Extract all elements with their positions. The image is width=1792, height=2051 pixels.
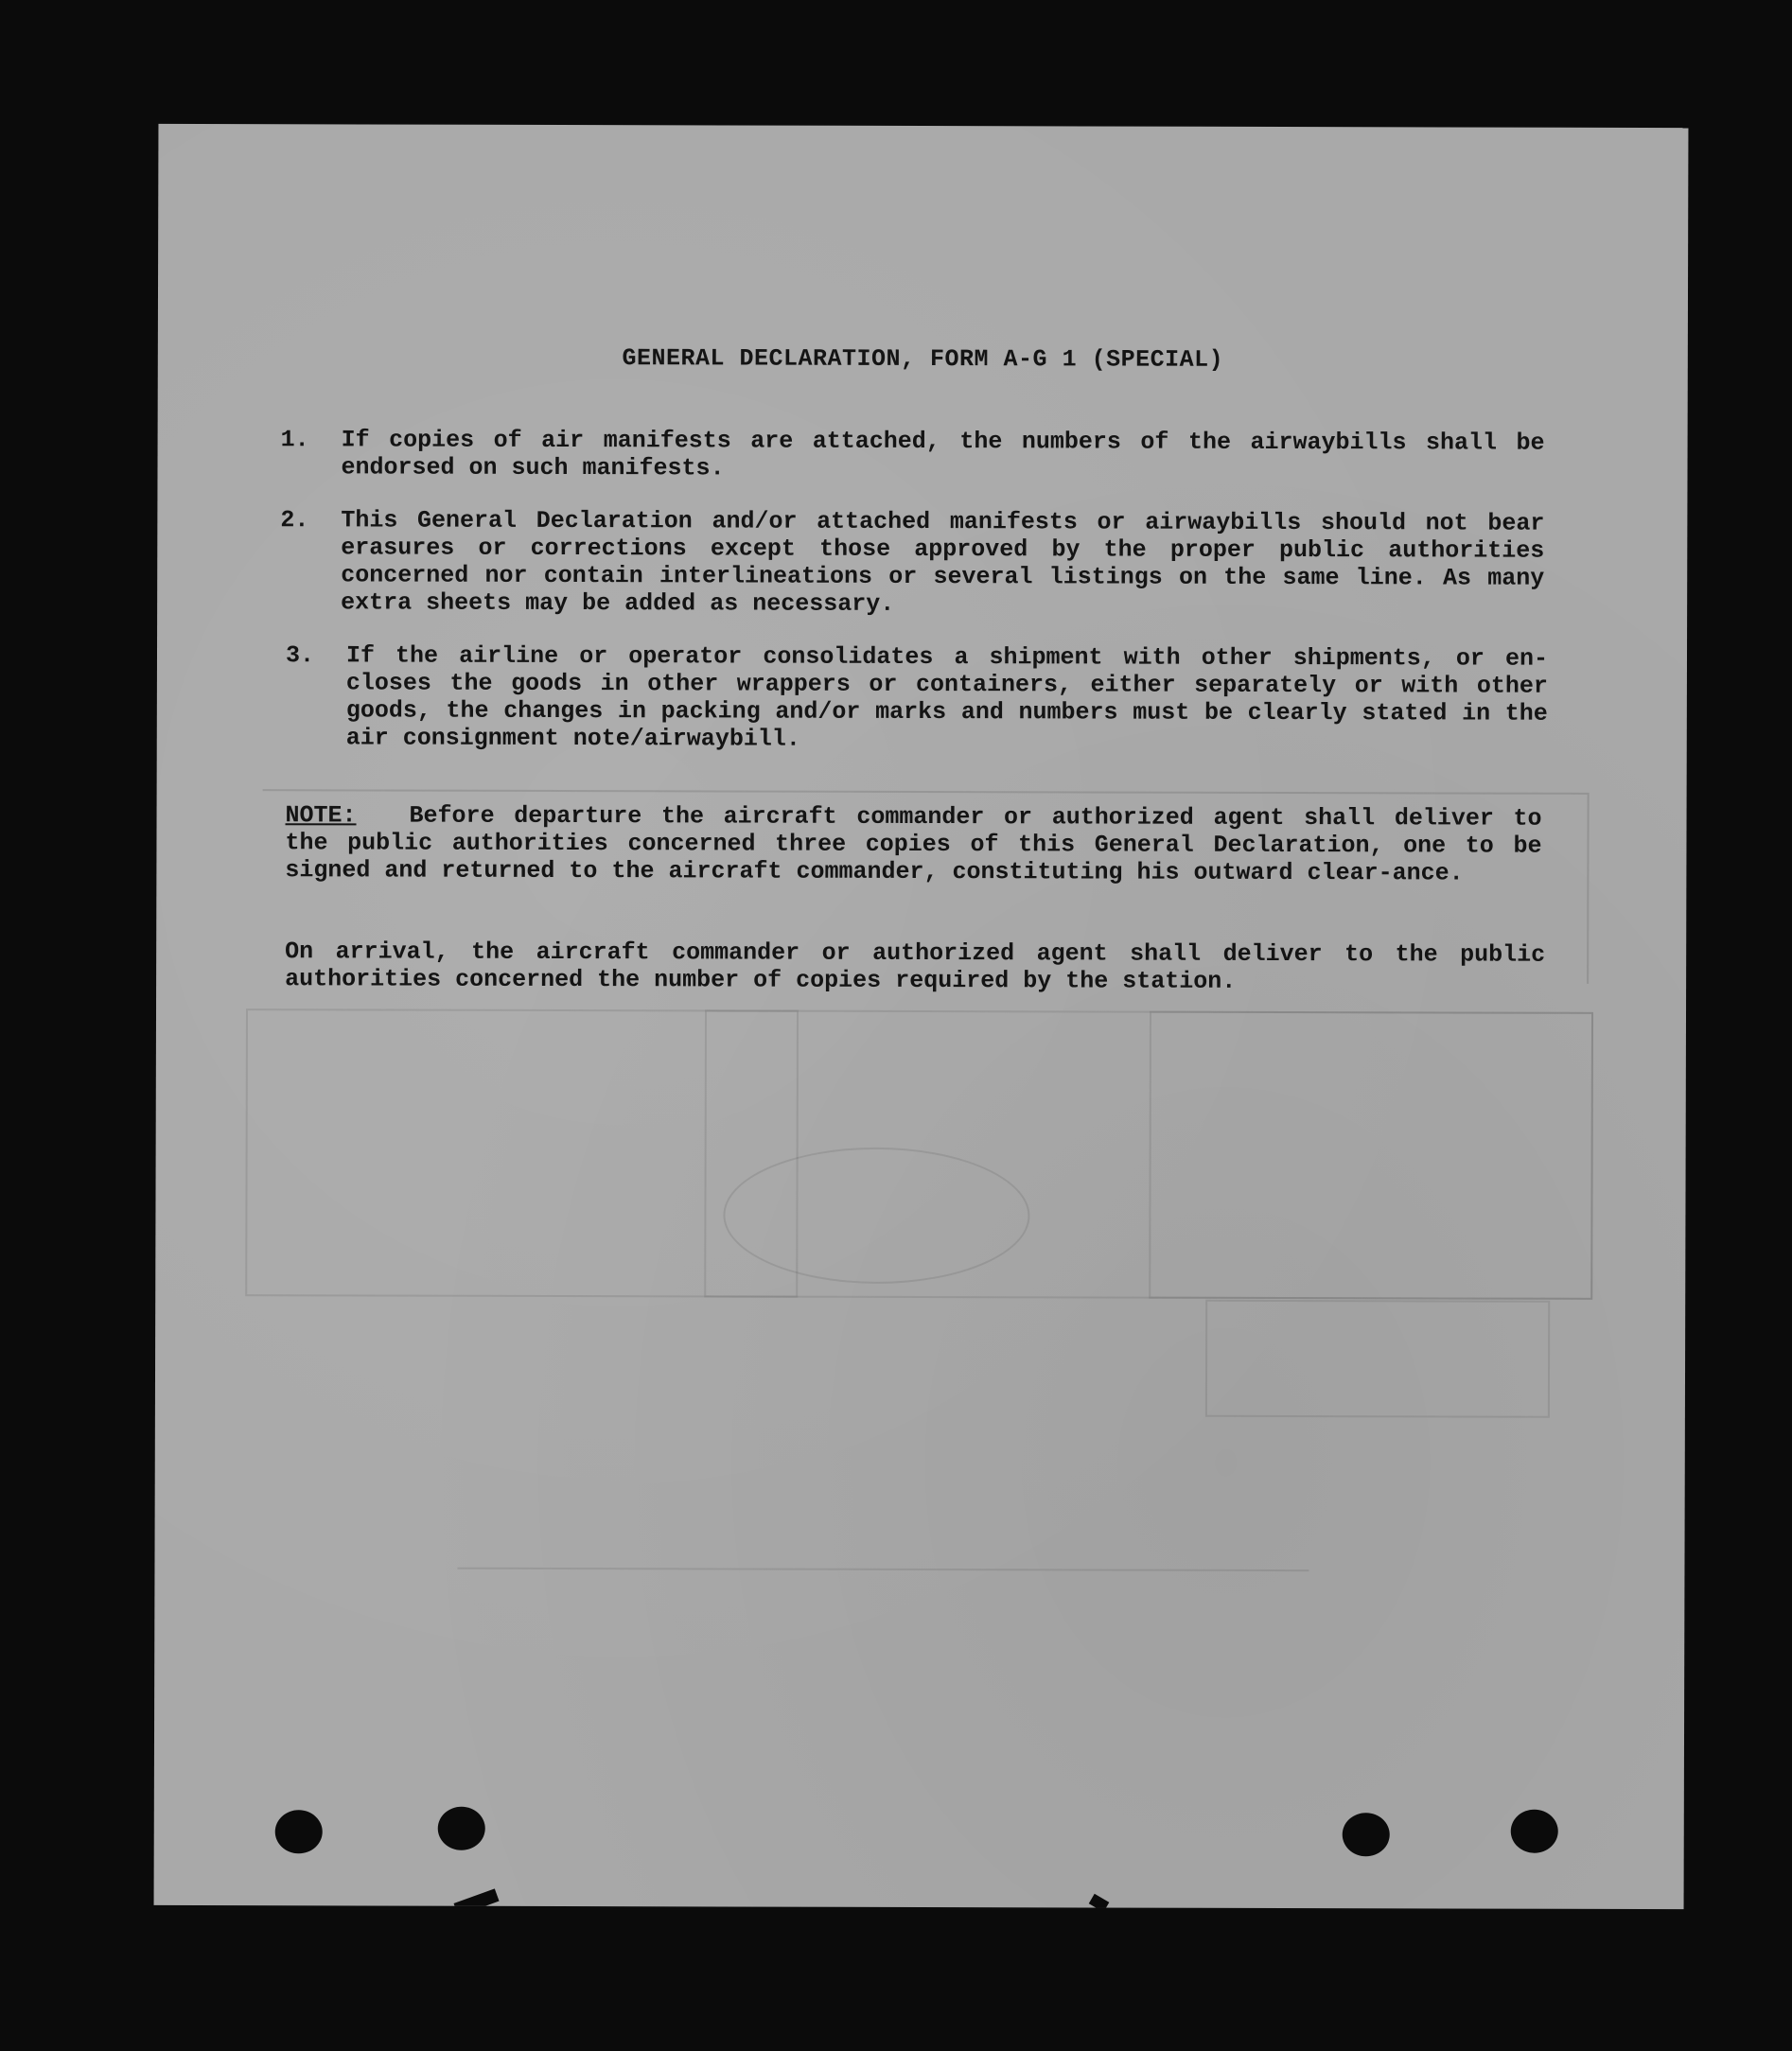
list-item xyxy=(286,641,1548,754)
declaration-text xyxy=(154,124,1689,1909)
note-label: NOTE: xyxy=(285,801,357,830)
note-text: Before departure the aircraft commander or authorized agent shall deliver to the public authorities concerned three copies of this General Declaration, one to be signed and returned to the aircraft commander, constituting his outward clear-ance. xyxy=(285,801,1542,887)
item-number: 2. xyxy=(280,506,309,535)
arrival-paragraph: On arrival, the aircraft commander or authorized agent shall deliver to the public authorities concerned the number of copies required by the station. xyxy=(285,938,1546,995)
paper-sheet xyxy=(154,124,1689,1909)
item-text: This General Declaration and/or attached manifests or airwaybills should not bear erasures or corrections except those approved by the proper public authorities concerned nor contain interlineations or several listings on the same line. As many extra sheets may be added as necessary. xyxy=(341,506,1545,618)
punch-hole xyxy=(1511,1810,1558,1853)
punch-hole xyxy=(275,1810,323,1853)
item-number: 3. xyxy=(285,641,315,670)
note-paragraph xyxy=(285,801,1541,886)
punch-hole xyxy=(438,1807,485,1850)
list-item xyxy=(280,506,1544,619)
list-item xyxy=(280,426,1544,483)
item-text: If the airline or operator consolidates a shipment with other shipments, or en-closes the goods in other wrappers or containers, either separately or with other goods, the changes in packing and/or marks and numbers must be clearly stated in the air consignment note/airwaybill. xyxy=(345,641,1549,753)
item-text: If copies of air manifests are attached, the numbers of the airwaybills shall be endorsed on such manifests. xyxy=(341,426,1545,482)
item-number: 1. xyxy=(280,426,309,454)
page-title: GENERAL DECLARATION, FORM A-G 1 (SPECIAL) xyxy=(622,344,1224,374)
punch-hole xyxy=(1343,1813,1390,1856)
